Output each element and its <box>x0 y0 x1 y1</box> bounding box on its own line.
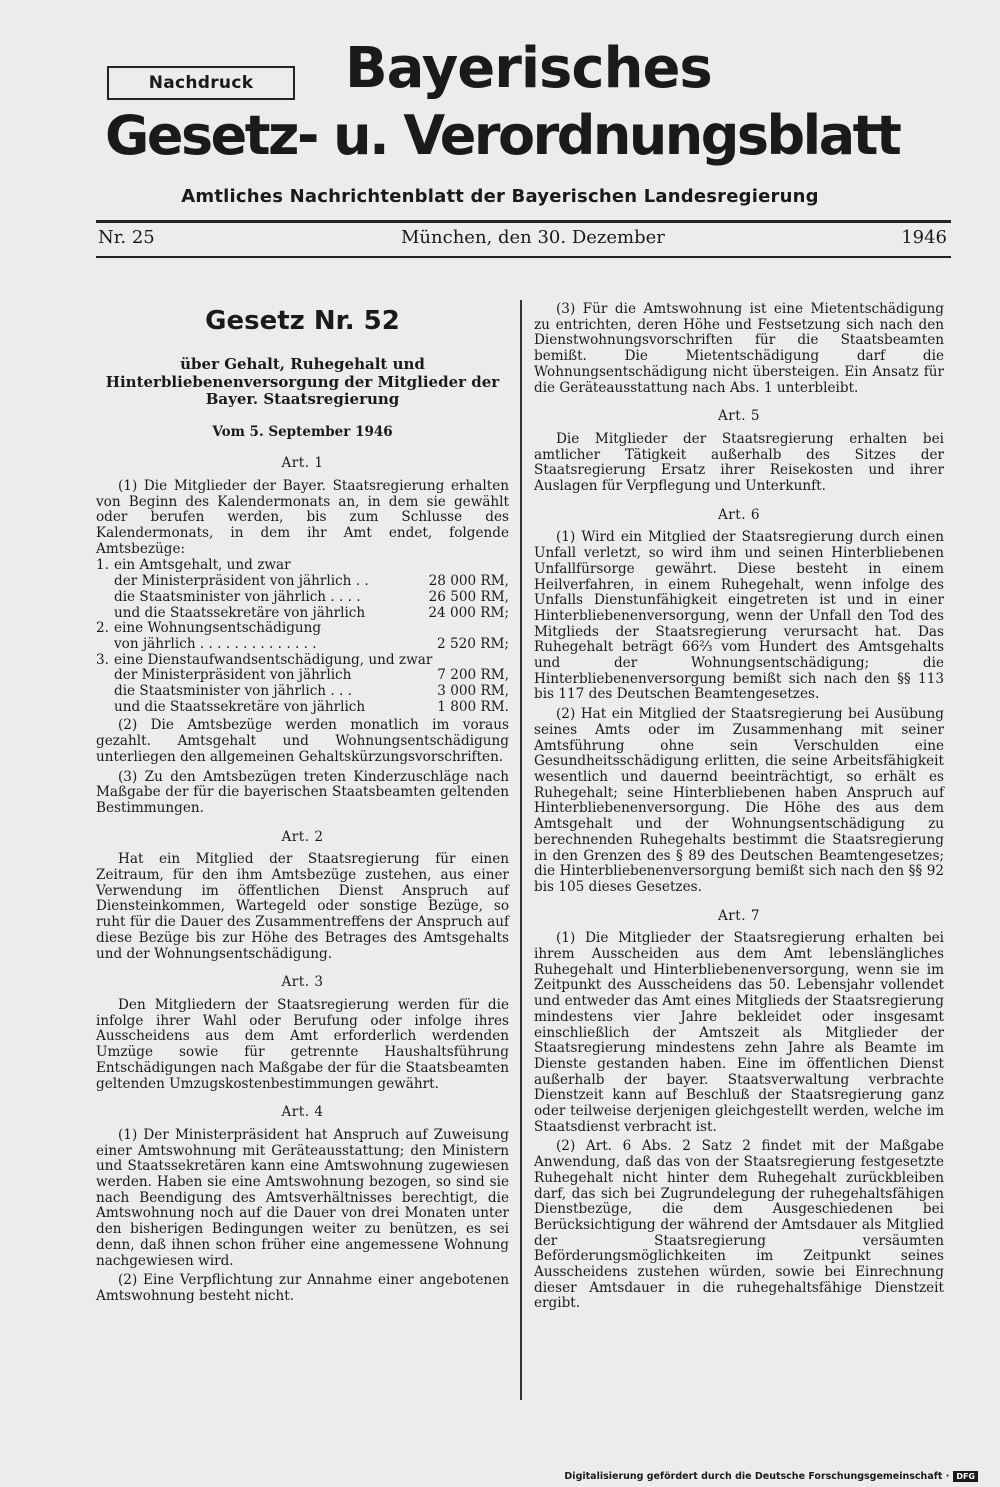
article-heading: Art. 5 <box>717 408 761 425</box>
amount-value: 28 000 RM, <box>428 573 509 590</box>
amount-label: die Staatsminister von jährlich . . . . <box>114 589 361 605</box>
item-number: 2. <box>96 620 109 637</box>
masthead-title-line1: Bayerisches <box>345 36 712 101</box>
paragraph: (2) Eine Verpflichtung zur Annahme einer angebotenen Amtswohnung besteht nicht. <box>96 1272 509 1304</box>
column-divider <box>520 300 522 1400</box>
paragraph: (3) Zu den Amtsbezügen treten Kinderzuschläge nach Maßgabe der für die bayerischen Staatsbeamten geltenden Bestimmungen. <box>96 768 509 816</box>
article-heading: Art. 3 <box>281 974 324 991</box>
amount-row <box>96 606 509 622</box>
issue-row <box>96 227 951 253</box>
law-date: Vom 5. September 1946 <box>212 423 393 440</box>
list-item <box>96 558 509 574</box>
paragraph: (1) Der Ministerpräsident hat Anspruch auf Zuweisung einer Amtswohnung mit Geräteausstattung; den Ministern und Staatssekretären kann eine Amtswohnung zugewiesen werden. Haben sie eine Amtswohnung bezogen, so sind sie nach Beendigung des Amtsverhältnisses berechtigt, die Amtswohnung noch auf die Dauer von drei Monaten unter den bisherigen Bedingungen weiter zu benützen, es sei denn, daß ihnen schon früher eine angemessene Wohnung nachgewiesen wird. <box>96 1126 509 1269</box>
article-heading: Art. 2 <box>281 828 324 845</box>
paragraph: (2) Hat ein Mitglied der Staatsregierung bei Ausübung seines Amts oder im Zusammenhang mit seiner Amtsführung ohne sein Verschulden eine Gesundheitsschädigung erlitten, die seine Arbeitsfähigkeit wesentlich und dauernd beeinträchtigt, so erhält es Ruhegehalt; seine Hinterbliebenen haben Anspruch auf Hinterbliebenenversorgung. Die Höhe des aus dem Amtsgehalt und der Wohnungsentschädigung zu berechnenden Ruhegehalts bestimmt die Staatsregierung in den Grenzen des § 89 des Deutschen Beamtengesetzes; die Hinterbliebenenversorgung bemißt sich nach den §§ 92 bis 105 dieses Gesetzes. <box>534 706 944 895</box>
item-text: eine Dienstaufwandsentschädigung, und zwar <box>114 651 433 668</box>
article-heading: Art. 1 <box>281 455 324 472</box>
bottom-rule <box>96 256 951 258</box>
amounts-list <box>96 558 509 715</box>
paragraph: Die Mitglieder der Staatsregierung erhalten bei amtlicher Tätigkeit außerhalb des Sitzes der Staatsregierung Ersatz ihrer Reisekosten und ihrer Auslagen für Verpflegung und Unterkunft. <box>534 430 944 495</box>
issue-year: 1946 <box>901 227 947 248</box>
list-item <box>96 621 509 637</box>
footer-text: Digitalisierung gefördert durch die Deutsche Forschungsgemeinschaft · <box>564 1471 950 1482</box>
amount-value: 2 520 RM; <box>437 635 509 652</box>
left-column <box>96 300 509 1305</box>
paragraph: (3) Für die Amtswohnung ist eine Mietentschädigung zu entrichten, deren Höhe und Festsetzung sich nach den Dienstwohnungsvorschriften für die Staatsbeamten bemißt. Die Mietentschädigung darf die Wohnungsentschädigung nicht übersteigen. Ein Ansatz für die Geräteausstattung nach Abs. 1 unterbleibt. <box>534 301 944 396</box>
amount-row <box>96 574 509 590</box>
paragraph: (1) Die Mitglieder der Staatsregierung erhalten bei ihrem Ausscheiden aus dem Amt lebenslängliches Ruhegehalt und Hinterbliebenenversorgung, wenn sie im Zeitpunkt des Ausscheidens das 50. Lebensjahr vollendet und entweder das Amt eines Mitglieds der Staatsregierung mindestens vier Jahre bekleidet oder insgesamt einschließlich der Amtszeit als Mitglieder der Staatsregierung mindestens zehn Jahre als Beamte im Dienste gestanden haben. Eine im öffentlichen Dienst außerhalb der bayer. Staatsverwaltung verbrachte Dienstzeit kann auf Beschluß der Staatsregierung ganz oder teilweise derjenigen gleichgestellt werden, welche im Staatsdienst verbracht ist. <box>534 930 944 1135</box>
item-number: 1. <box>96 557 109 574</box>
paragraph: Hat ein Mitglied der Staatsregierung für einen Zeitraum, für den ihm Amtsbezüge zustehen, aus einer Verwendung im öffentlichen Dienst Anspruch auf Diensteinkommen, Wartegeld oder sonstige Bezüge, so ruht für die Dauer des Zusammentreffens der Anspruch auf diese Bezüge bis zur Höhe des Betrages des Amtsgehalts und der Wohnungsentschädigung. <box>96 851 509 962</box>
law-title: Gesetz Nr. 52 <box>205 306 400 336</box>
amount-label: der Ministerpräsident von jährlich . . <box>114 574 369 590</box>
item-text: eine Wohnungsentschädigung <box>114 620 322 637</box>
paragraph: Den Mitgliedern der Staatsregierung werden für die infolge ihrer Wahl oder Berufung oder infolge ihres Ausscheidens aus dem Amt erforderlich werdenden Umzüge sowie für getrennte Haushaltsführung Entschädigungen nach Maßgabe der für die Staatsbeamten geltenden Umzugskostenbestimmungen gewährt. <box>96 997 509 1092</box>
paragraph: (1) Die Mitglieder der Bayer. Staatsregierung erhalten von Beginn des Kalendermonats an, in dem sie gewählt oder berufen werden, bis zum Schlusse des Kalendermonats, in dem ihr Amt endet, folgende Amtsbezüge: <box>96 477 509 557</box>
amount-row <box>96 700 509 716</box>
amount-row <box>96 590 509 606</box>
amount-row <box>96 668 509 684</box>
right-column <box>534 302 944 1312</box>
paragraph: (2) Art. 6 Abs. 2 Satz 2 findet mit der Maßgabe Anwendung, daß das von der Staatsregierung festgesetzte Ruhegehalt nicht hinter dem Ruhegehalt zurückbleiben darf, das sich bei Zugrundelegung der ruhegehaltsfähigen Dienstbezüge, die dem Ausgeschiedenen bei Berücksichtigung der während der Amtsdauer als Mitglied der Staatsregierung versäumten Beförderungsmöglichkeiten im Zeitpunkt seines Ausscheidens zustehen würden, sowie bei Einrechnung dieser Amtsdauer in die ruhegehaltsfähige Dienstzeit ergibt. <box>534 1138 944 1312</box>
reprint-label: Nachdruck <box>107 66 295 100</box>
issue-place-date: München, den 30. Dezember <box>401 227 665 248</box>
issue-number: Nr. 25 <box>98 227 155 248</box>
article-heading: Art. 7 <box>717 907 761 924</box>
article-heading: Art. 6 <box>717 506 761 523</box>
footer-credit <box>564 1471 978 1482</box>
paragraph: (2) Die Amtsbezüge werden monatlich im voraus gezahlt. Amtsgehalt und Wohnungsentschädigung unterliegen den allgemeinen Gehaltskürzungsvorschriften. <box>96 717 509 765</box>
dfg-logo: DFG <box>953 1471 978 1482</box>
article-heading: Art. 4 <box>281 1104 324 1121</box>
list-item <box>96 653 509 669</box>
amount-label: und die Staatssekretäre von jährlich <box>114 699 366 715</box>
masthead-subtitle: Amtliches Nachrichtenblatt der Bayerischen Landesregierung <box>181 186 819 207</box>
amount-label: und die Staatssekretäre von jährlich <box>114 605 366 621</box>
amount-value: 24 000 RM; <box>428 604 509 621</box>
amount-value: 1 800 RM. <box>437 698 509 715</box>
amount-label: die Staatsminister von jährlich . . . <box>114 684 352 700</box>
masthead-title-line2: Gesetz- u. Verordnungsblatt <box>105 104 900 167</box>
item-number: 3. <box>96 651 109 668</box>
paragraph: (1) Wird ein Mitglied der Staatsregierung durch einen Unfall verletzt, so wird ihm und seinen Hinterbliebenen Unfallfürsorge gewährt. Diese besteht in einem Heilverfahren, in einem Ruhegehalt, wenn infolge des Unfalls Dienstunfähigkeit eingetreten ist und in einer Hinterbliebenenversorgung, wenn der Unfall den Tod des Mitglieds der Staatsregierung verursacht hat. Das Ruhegehalt beträgt 66⅔ vom Hundert des Amtsgehalts und der Wohnungsentschädigung; die Hinterbliebenenversorgung bemißt sich nach den §§ 113 bis 117 des Deutschen Beamtengesetzes. <box>534 529 944 703</box>
amount-label: der Ministerpräsident von jährlich <box>114 668 352 684</box>
amount-row <box>96 684 509 700</box>
item-text: ein Amtsgehalt, und zwar <box>114 557 291 574</box>
law-subtitle: über Gehalt, Ruhegehalt und Hinterbliebenenversorgung der Mitglieder der Bayer. Staatsregierung <box>105 355 500 408</box>
amount-value: 26 500 RM, <box>428 588 509 605</box>
top-rule <box>96 220 951 223</box>
amount-value: 3 000 RM, <box>437 683 509 700</box>
amount-value: 7 200 RM, <box>437 667 509 684</box>
amount-label: von jährlich . . . . . . . . . . . . . . <box>114 636 317 652</box>
amount-row <box>96 637 509 653</box>
